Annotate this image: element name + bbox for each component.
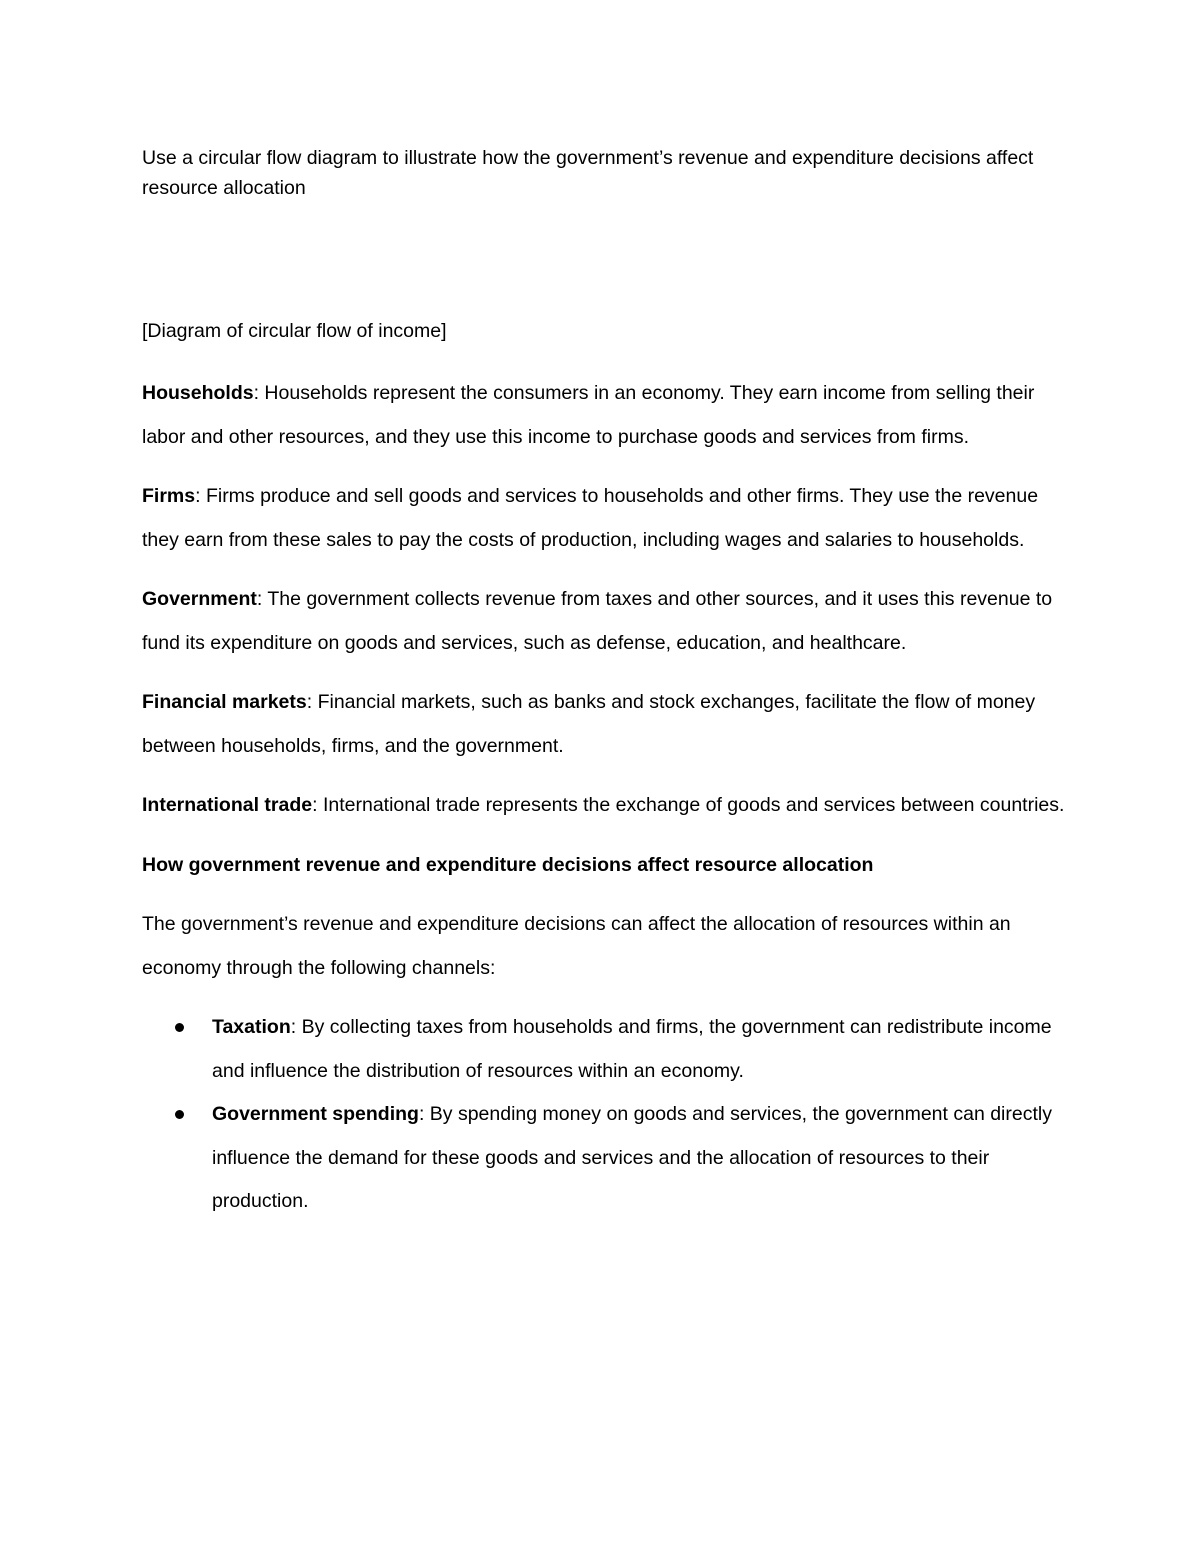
section-heading: How government revenue and expenditure decisions affect resource allocation [142, 853, 874, 876]
channels-list [142, 1006, 1072, 1224]
definition-financial-markets [142, 681, 1072, 768]
document-title: Use a circular flow diagram to illustrate how the government’s revenue and expenditure decisions affect resource allocation [142, 147, 1034, 199]
definition-text: : International trade represents the exchange of goods and services between countries. [312, 794, 1065, 816]
channel-text: : By spending money on goods and services, the government can directly influence the demand for these goods and services and the allocation of resources to their production. [212, 1103, 1052, 1212]
list-item-government-spending [142, 1093, 1072, 1224]
definition-term: Households [142, 382, 254, 404]
definition-term: International trade [142, 794, 313, 816]
definition-international-trade [142, 784, 1072, 828]
document-content [142, 143, 1072, 1212]
definition-text: : Households represent the consumers in an economy. They earn income from selling their labor and other resources, and they use this income to purchase goods and services from firms. [142, 382, 1035, 448]
definition-households [142, 372, 1072, 459]
channel-text: : By collecting taxes from households and firms, the government can redistribute income and influence the distribution of resources within an economy. [212, 1016, 1052, 1082]
definition-text: : The government collects revenue from taxes and other sources, and it uses this revenue to fund its expenditure on goods and services, such as defense, education, and healthcare. [142, 588, 1053, 654]
definition-term: Firms [142, 485, 196, 507]
diagram-placeholder: [Diagram of circular flow of income] [142, 320, 447, 342]
channel-term: Government spending [212, 1103, 419, 1125]
definition-text: : Firms produce and sell goods and services to households and other firms. They use the revenue they earn from these sales to pay the costs of production, including wages and salaries to households. [142, 485, 1039, 551]
definition-government [142, 578, 1072, 665]
bullet-icon [175, 1110, 184, 1119]
list-item-taxation [142, 1006, 1072, 1093]
channel-term: Taxation [212, 1016, 291, 1038]
definition-term: Financial markets [142, 691, 307, 713]
definition-text: : Financial markets, such as banks and stock exchanges, facilitate the flow of money between households, firms, and the government. [142, 691, 1036, 757]
bullet-icon [175, 1023, 184, 1032]
definition-firms [142, 475, 1072, 562]
definition-term: Government [142, 588, 257, 610]
document-body [142, 372, 1072, 1224]
section-intro: The government’s revenue and expenditure decisions can affect the allocation of resources within an economy through the following channels: [142, 913, 1011, 979]
